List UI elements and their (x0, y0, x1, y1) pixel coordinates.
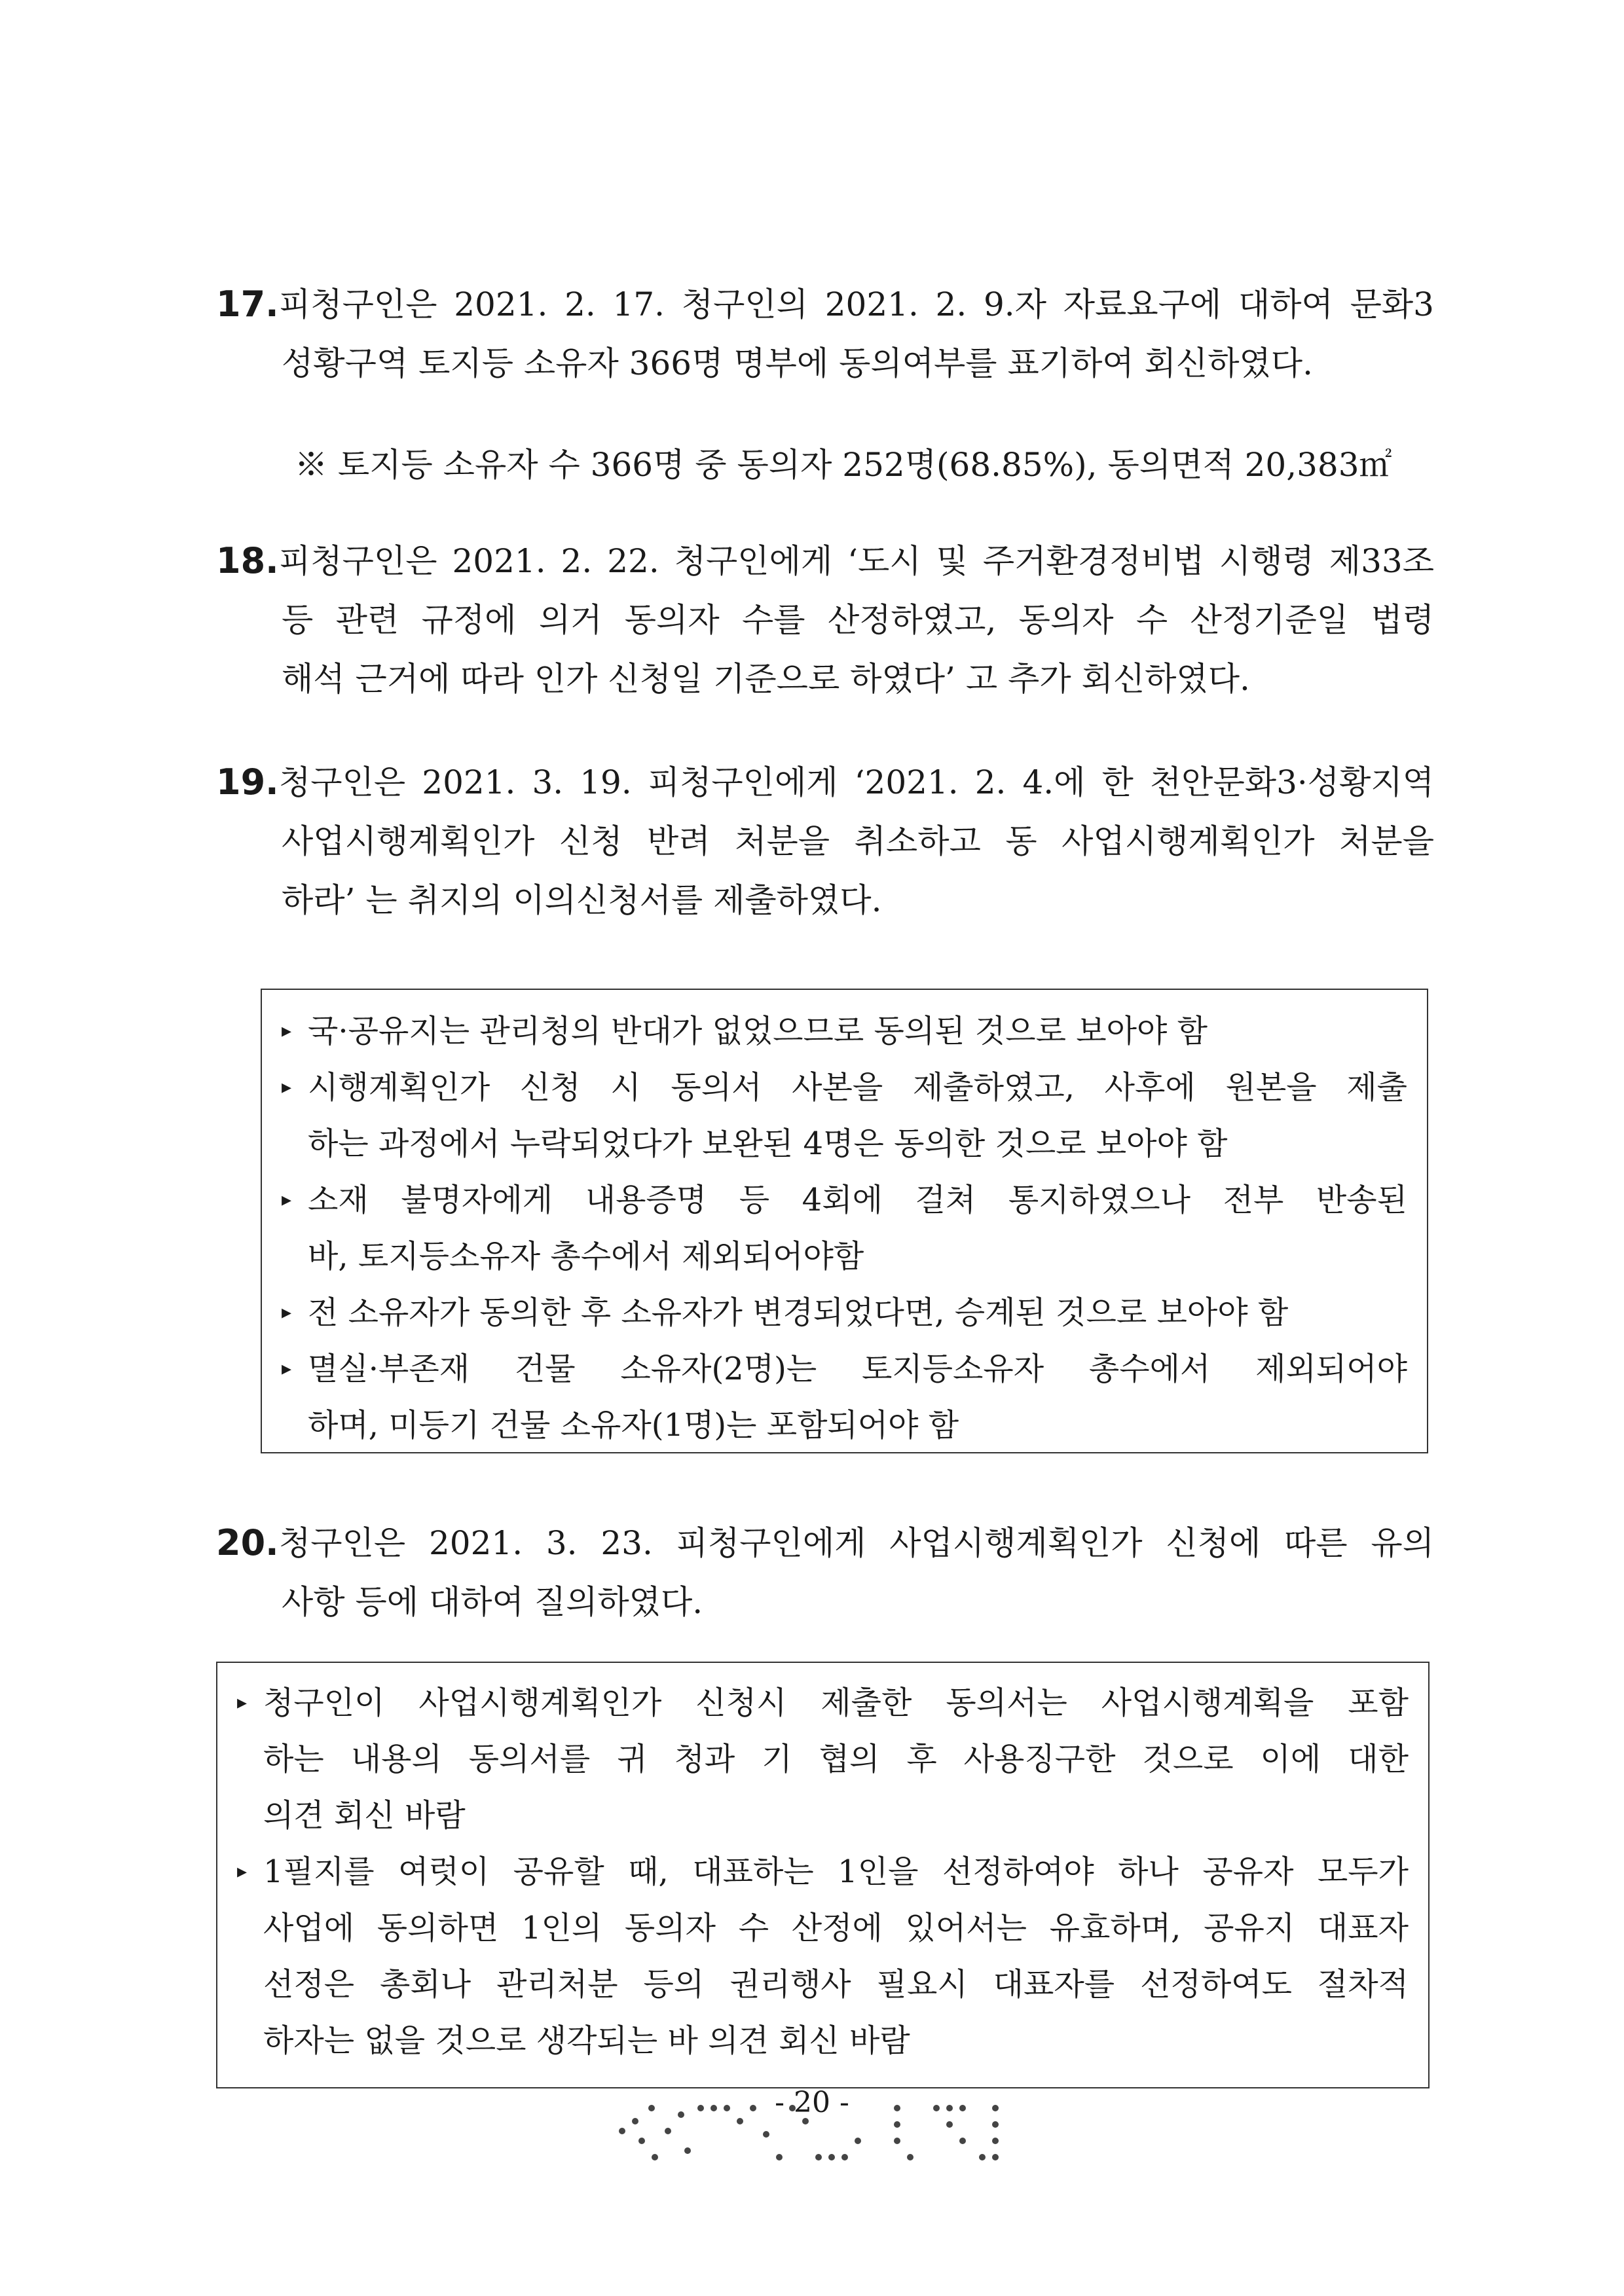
box-line: 선정은 총회나 관리처분 등의 권리행사 필요시 대표자를 선정하여도 절차적 (263, 1966, 1409, 2003)
note-text: ※ 토지등 소유자 수 366명 중 동의자 252명(68.85%), 동의면적 20,383㎡ (295, 446, 1392, 484)
box-entry (282, 1285, 1407, 1341)
item-line: 하라’ 는 취지의 이의신청서를 제출하였다. (282, 881, 882, 919)
item-line: 피청구인은 2021. 2. 22. 청구인에게 ‘도시 및 주거환경정비법 시행령 제33조 (279, 542, 1434, 580)
item-line: 성황구역 토지등 소유자 366명 명부에 동의여부를 표기하여 회신하였다. (282, 344, 1313, 382)
item-line: 해석 근거에 따라 인가 신청일 기준으로 하였다’ 고 추가 회신하였다. (282, 660, 1250, 698)
item-line: 등 관련 규정에 의거 동의자 수를 산정하였고, 동의자 수 산정기준일 법령 (282, 601, 1434, 639)
item-19 (216, 753, 1434, 930)
box-line: 청구인이 사업시행계획인가 신청시 제출한 동의서는 사업시행계획을 포함 (263, 1685, 1409, 1721)
box-line: 하는 과정에서 누락되었다가 보완된 4명은 동의한 것으로 보아야 함 (308, 1125, 1228, 1162)
item-number: 17. (216, 283, 279, 325)
box-entry (237, 1844, 1409, 2069)
box-line: 전 소유자가 동의한 후 소유자가 변경되었다면, 승계된 것으로 보아야 함 (308, 1294, 1289, 1331)
bullet-icon: ▸ (282, 1188, 292, 1211)
claim-box-1 (261, 989, 1428, 1453)
box-line: 시행계획인가 신청 시 동의서 사본을 제출하였고, 사후에 원본을 제출 (308, 1069, 1407, 1106)
box-line: 1필지를 여럿이 공유할 때, 대표하는 1인을 선정하여야 하나 공유자 모두가 (263, 1853, 1409, 1890)
box-line: 바, 토지등소유자 총수에서 제외되어야함 (308, 1238, 864, 1275)
bullet-icon: ▸ (282, 1301, 292, 1324)
bullet-icon: ▸ (237, 1691, 248, 1714)
box-entry (282, 1059, 1407, 1172)
item-line: 청구인은 2021. 3. 19. 피청구인에게 ‘2021. 2. 4.에 한 천안문화3·성황지역 (279, 763, 1434, 801)
box-line: 사업에 동의하면 1인의 동의자 수 산정에 있어서는 유효하며, 공유지 대표자 (263, 1910, 1409, 1946)
item-20 (216, 1514, 1434, 1631)
page-number: - 20 - (775, 2086, 849, 2119)
box-line: 의견 회신 바람 (263, 1797, 466, 1834)
box-line: 하자는 없을 것으로 생각되는 바 의견 회신 바람 (263, 2022, 910, 2059)
box-entry (237, 1675, 1409, 1844)
item-line: 피청구인은 2021. 2. 17. 청구인의 2021. 2. 9.자 자료요구에 대하여 문화3 (279, 285, 1434, 323)
bullet-icon: ▸ (282, 1357, 292, 1380)
item-17 (216, 275, 1434, 393)
item-line: 청구인은 2021. 3. 23. 피청구인에게 사업시행계획인가 신청에 따른 유의 (279, 1524, 1434, 1562)
box-line: 하며, 미등기 건물 소유자(1명)는 포함되어야 함 (308, 1407, 959, 1444)
box-line: 멸실·부존재 건물 소유자(2명)는 토지등소유자 총수에서 제외되어야 (308, 1351, 1407, 1387)
item-line: 사업시행계획인가 신청 반려 처분을 취소하고 동 사업시행계획인가 처분을 (282, 822, 1434, 860)
inquiry-box-2 (216, 1662, 1430, 2088)
item-number: 19. (216, 761, 279, 803)
box-line: 국·공유지는 관리청의 반대가 없었으므로 동의된 것으로 보아야 함 (308, 1013, 1208, 1049)
box-line: 하는 내용의 동의서를 귀 청과 기 협의 후 사용징구한 것으로 이에 대한 (263, 1741, 1409, 1777)
item-18 (216, 532, 1434, 708)
item-number: 18. (216, 540, 279, 581)
box-entry (282, 1341, 1407, 1453)
box-line: 소재 불명자에게 내용증명 등 4회에 걸쳐 통지하였으나 전부 반송된 (308, 1182, 1407, 1218)
item-number: 20. (216, 1522, 279, 1563)
item-line: 사항 등에 대하여 질의하였다. (282, 1583, 703, 1621)
bullet-icon: ▸ (237, 1860, 248, 1883)
bullet-icon: ▸ (282, 1019, 292, 1042)
box-entry (282, 1172, 1407, 1285)
box-entry (282, 1003, 1407, 1059)
bullet-icon: ▸ (282, 1076, 292, 1099)
